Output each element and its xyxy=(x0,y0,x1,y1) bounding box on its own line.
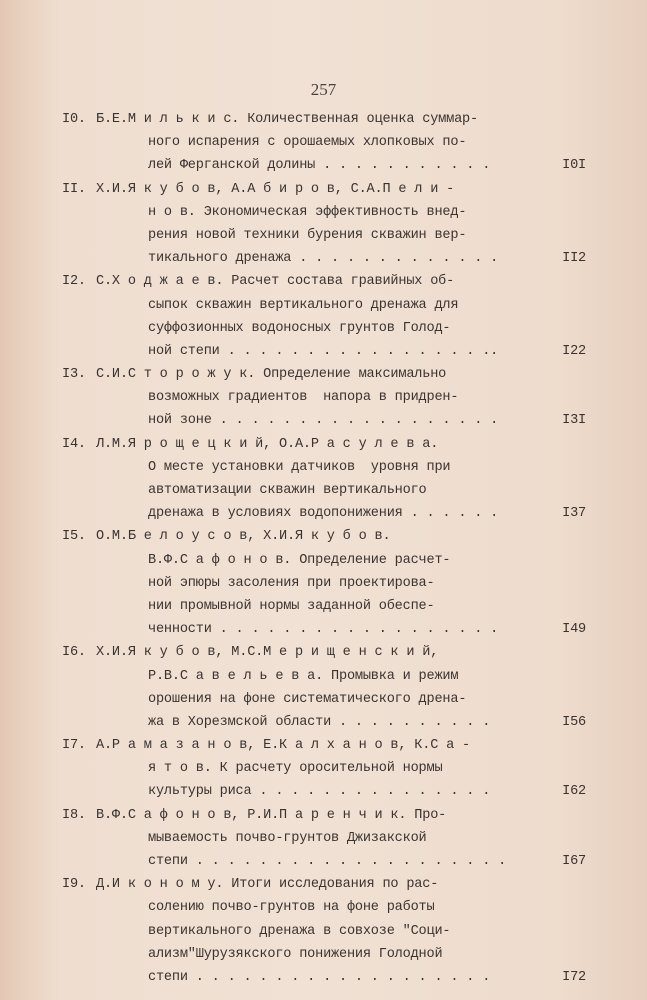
entry-text: Л.М.Я р о щ е ц к и й, О.А.Р а с у л е в а. xyxy=(96,436,439,452)
entry-text: степи . . . . . . . . . . . . . . . . . . . . xyxy=(148,854,507,869)
entry-page-number: I67 xyxy=(562,854,586,869)
entry-first-line xyxy=(62,433,582,456)
entry-continuation-line xyxy=(62,479,582,502)
entry-number: I2. xyxy=(62,274,86,290)
entry-text: рения новой техники бурения скважин вер- xyxy=(148,227,467,243)
entry-text: Р.В.С а в е л ь е в а. Промывка и режим xyxy=(148,668,459,684)
entry-first-line xyxy=(62,108,582,131)
entry-text: тикального дренажа . . . . . . . . . . . . . xyxy=(148,251,499,267)
entry-continuation-line xyxy=(62,665,582,688)
entry-continuation-line xyxy=(62,317,582,340)
entry-continuation-line xyxy=(62,618,586,641)
toc-entry xyxy=(62,363,586,433)
entry-continuation-line xyxy=(62,386,582,409)
entry-text: ченности . . . . . . . . . . . . . . . . . . xyxy=(148,622,499,638)
entry-continuation-line xyxy=(62,340,586,363)
entry-continuation-line xyxy=(62,850,586,873)
entry-text: О месте установки датчиков уровня при xyxy=(148,459,451,475)
entry-first-line xyxy=(62,804,582,827)
entry-continuation-line xyxy=(62,131,582,154)
entry-number: I6. xyxy=(62,645,86,661)
entry-text: суффозионных водоносных грунтов Голод- xyxy=(148,320,451,336)
entry-number: I8. xyxy=(62,807,86,823)
entry-first-line xyxy=(62,363,582,386)
table-of-contents xyxy=(62,108,586,989)
entry-continuation-line xyxy=(62,688,582,711)
entry-page-number: II2 xyxy=(562,251,586,267)
entry-continuation-line xyxy=(62,294,582,317)
entry-page-number: I49 xyxy=(562,622,586,638)
entry-continuation-line xyxy=(62,920,582,943)
entry-page-number: I22 xyxy=(562,343,586,359)
entry-text: В.Ф.С а ф о н о в, Р.И.П а р е н ч и к. Про- xyxy=(96,807,447,823)
entry-page-number: I56 xyxy=(562,714,586,730)
entry-page-number: I3I xyxy=(562,413,586,429)
entry-text: ного испарения с орошаемых хлопковых по- xyxy=(148,135,467,151)
entry-text: Х.И.Я к у б о в, М.С.М е р и щ е н с к и й, xyxy=(96,645,439,661)
entry-text: лей Ферганской долины . . . . . . . . . . . xyxy=(148,158,491,174)
entry-text: ной эпюры засоления при проектирова- xyxy=(148,575,435,591)
entry-continuation-line xyxy=(62,456,582,479)
entry-text: автоматизации скважин вертикального xyxy=(148,483,427,498)
entry-number: I4. xyxy=(62,436,86,452)
page-number: 257 xyxy=(310,80,337,99)
entry-continuation-line xyxy=(62,201,582,224)
toc-entry xyxy=(62,525,586,641)
entry-continuation-line xyxy=(62,827,582,850)
entry-number: I5. xyxy=(62,529,86,545)
entry-continuation-line xyxy=(62,502,586,525)
entry-continuation-line xyxy=(62,247,586,270)
entry-continuation-line xyxy=(62,595,582,618)
entry-text: н о в. Экономическая эффективность внед- xyxy=(148,204,467,220)
entry-text: орошения на фоне систематического дрена- xyxy=(148,691,467,707)
entry-text: ной зоне . . . . . . . . . . . . . . . . . . xyxy=(148,413,499,429)
entry-number: I9. xyxy=(62,877,86,893)
entry-number: I3. xyxy=(62,367,86,383)
entry-text: мываемость почво-грунтов Джизакской xyxy=(148,830,427,846)
entry-text: ной степи . . . . . . . . . . . . . . . . .. xyxy=(148,343,499,359)
entry-continuation-line xyxy=(62,549,582,572)
entry-text: возможных градиентов напора в придрен- xyxy=(148,390,459,406)
entry-first-line xyxy=(62,270,582,293)
entry-first-line xyxy=(62,641,582,664)
toc-entry xyxy=(62,641,586,734)
toc-entry xyxy=(62,270,586,363)
entry-continuation-line xyxy=(62,711,586,734)
entry-text: С.И.С т о р о ж у к. Определение максимально xyxy=(96,367,447,383)
entry-page-number: I37 xyxy=(562,506,586,522)
toc-entry xyxy=(62,804,586,874)
entry-continuation-line xyxy=(62,154,586,177)
entry-text: дренажа в условиях водопонижения . . . . . . xyxy=(148,506,499,522)
entry-text: степи . . . . . . . . . . . . . . . . . . . xyxy=(148,969,491,985)
entry-text: солению почво-грунтов на фоне работы xyxy=(148,900,435,916)
entry-page-number: I0I xyxy=(562,158,586,174)
entry-text: Х.И.Я к у б о в, А.А б и р о в, С.А.П е л и - xyxy=(96,181,455,197)
entry-number: I0. xyxy=(62,112,86,127)
entry-text: сыпок скважин вертикального дренажа для xyxy=(148,297,459,313)
entry-text: С.Х о д ж а е в. Расчет состава гравийных об- xyxy=(96,274,455,290)
toc-entry xyxy=(62,873,586,989)
entry-text: нии промывной нормы заданной обеспе- xyxy=(148,598,435,614)
entry-text: я т о в. К расчету оросительной нормы xyxy=(148,761,443,777)
entry-first-line xyxy=(62,178,582,201)
entry-text: В.Ф.С а ф о н о в. Определение расчет- xyxy=(148,552,451,568)
entry-page-number: I62 xyxy=(562,784,586,800)
entry-text: Д.И к о н о м у. Итоги исследования по рас- xyxy=(96,877,439,893)
entry-text: ализм"Шурузякского понижения Голодной xyxy=(148,946,443,962)
entry-page-number: I72 xyxy=(562,969,586,985)
entry-text: О.М.Б е л о у с о в, Х.И.Я к у б о в. xyxy=(96,529,391,545)
entry-continuation-line xyxy=(62,224,582,247)
toc-entry xyxy=(62,108,586,178)
entry-text: Б.Е.М и л ь к и с. Количественная оценка суммар- xyxy=(96,112,478,127)
entry-number: I7. xyxy=(62,738,86,754)
entry-text: А.Р а м а з а н о в, Е.К а л х а н о в, К.С а - xyxy=(96,738,471,754)
entry-continuation-line xyxy=(62,572,582,595)
entry-text: вертикального дренажа в совхозе "Соци- xyxy=(148,923,451,939)
entry-continuation-line xyxy=(62,943,582,966)
entry-number: II. xyxy=(62,181,86,197)
entry-continuation-line xyxy=(62,780,586,803)
entry-continuation-line xyxy=(62,757,582,780)
entry-first-line xyxy=(62,873,582,896)
toc-entry xyxy=(62,433,586,526)
toc-entry xyxy=(62,734,586,804)
entry-text: культуры риса . . . . . . . . . . . . . . . xyxy=(148,784,491,800)
entry-first-line xyxy=(62,525,582,548)
toc-entry xyxy=(62,178,586,271)
entry-continuation-line xyxy=(62,409,586,432)
entry-first-line xyxy=(62,734,582,757)
entry-text: жа в Хорезмской области . . . . . . . . . . xyxy=(148,714,491,730)
entry-continuation-line xyxy=(62,896,582,919)
entry-continuation-line xyxy=(62,966,586,989)
